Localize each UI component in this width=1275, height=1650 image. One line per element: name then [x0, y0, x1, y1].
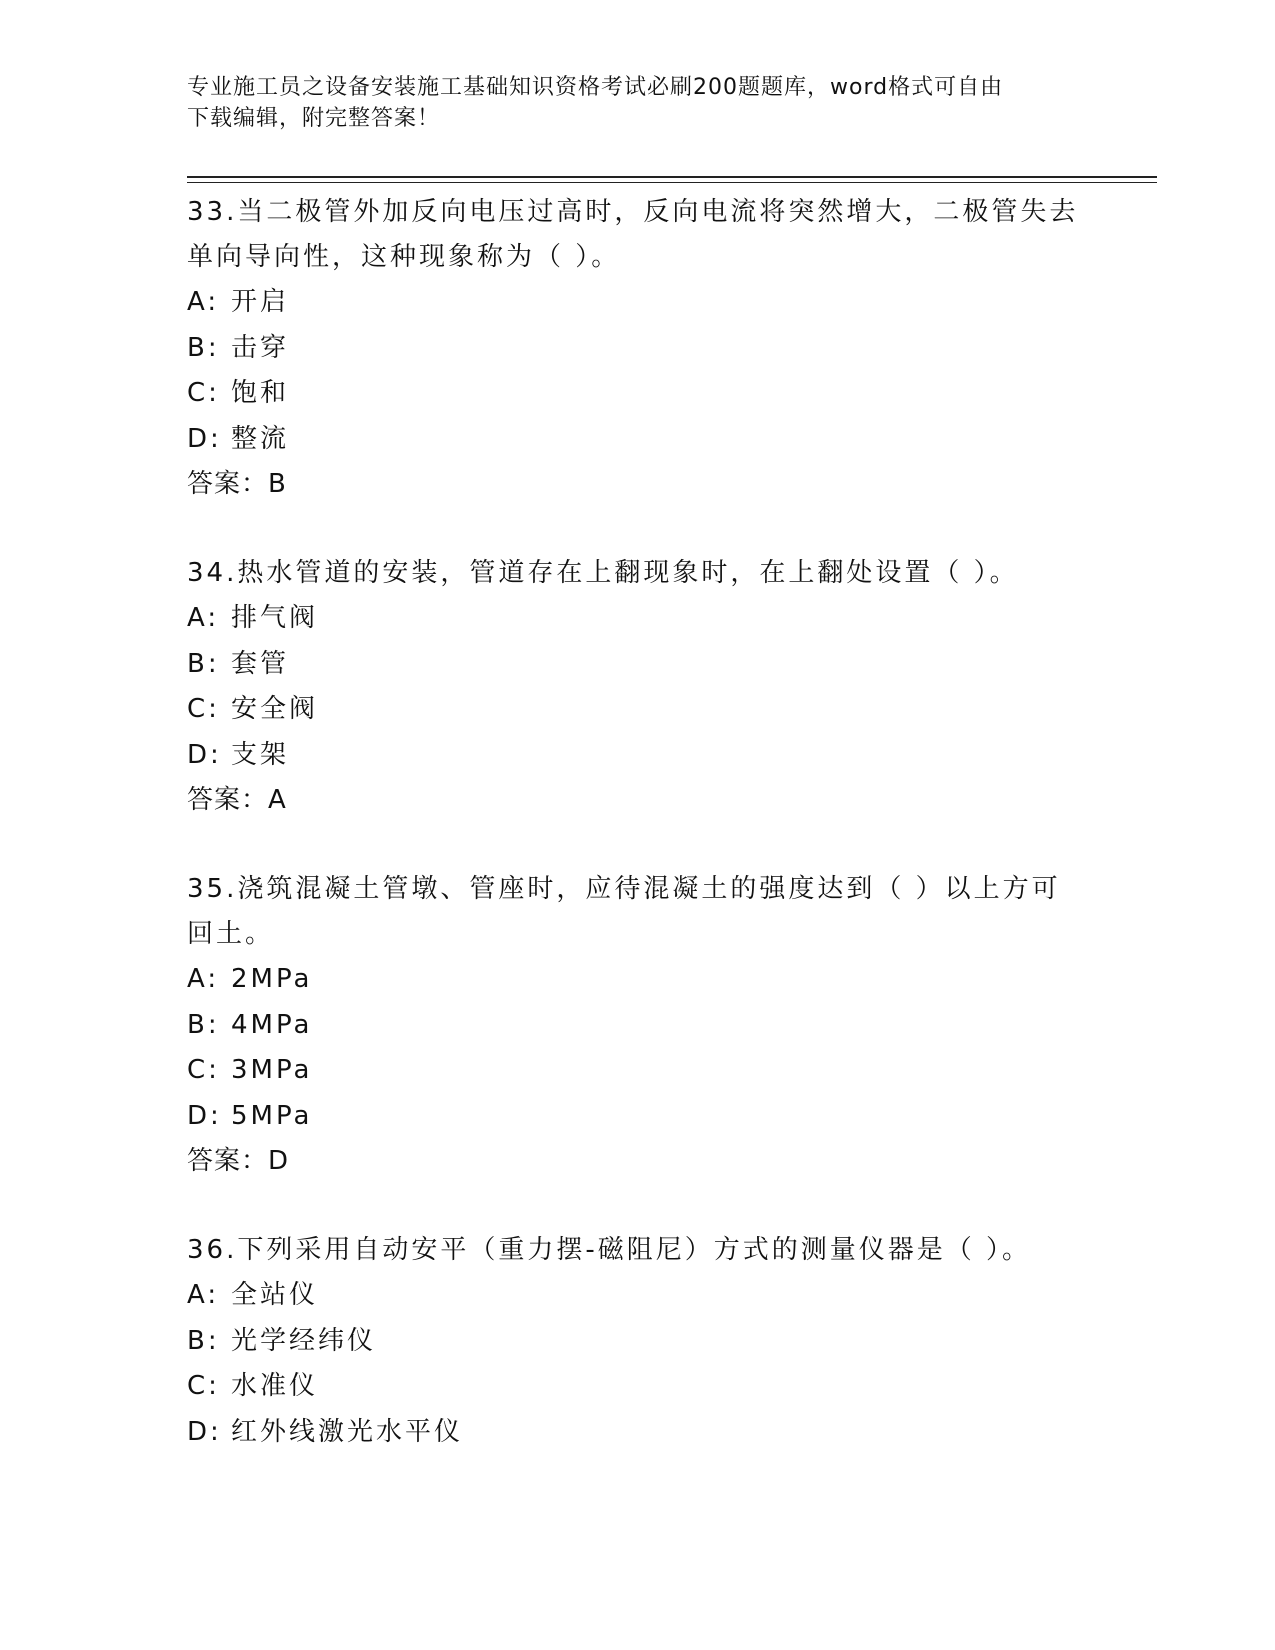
question-stem-line-1: 35.浇筑混凝土管墩、管座时，应待混凝土的强度达到（ ）以上方可 [187, 874, 1061, 904]
option-d [187, 733, 1087, 779]
question-stem-line-2: 回土。 [187, 919, 275, 949]
header-divider-thin [187, 182, 1157, 183]
option-text: 全站仪 [231, 1280, 319, 1310]
option-a [187, 596, 1087, 642]
option-d [187, 1410, 1087, 1456]
question-stem-line-1: 36.下列采用自动安平（重力摆-磁阻尼）方式的测量仪器是（ ）。 [187, 1235, 1031, 1265]
option-d [187, 417, 1087, 463]
option-key: A: [187, 964, 220, 994]
option-key: A: [187, 287, 220, 317]
option-text: 整流 [231, 423, 290, 454]
header-line-1: 专业施工员之设备安装施工基础知识资格考试必刷200题题库，word格式可自由 [187, 75, 1004, 100]
question-stem [187, 867, 1087, 957]
option-text: 光学经纬仪 [231, 1325, 377, 1356]
option-key: D: [187, 1100, 222, 1131]
option-key: C: [187, 1371, 220, 1401]
question-35 [187, 867, 1087, 1184]
option-b [187, 642, 1087, 688]
option-text: 5MPa [231, 1100, 313, 1131]
option-text: 套管 [231, 648, 290, 679]
option-text: 饱和 [231, 378, 290, 408]
option-text: 水准仪 [231, 1371, 319, 1401]
option-c [187, 371, 1087, 417]
option-a [187, 1273, 1087, 1319]
option-key: D: [187, 423, 222, 454]
option-key: A: [187, 603, 220, 633]
option-key: B: [187, 332, 220, 363]
option-key: D: [187, 739, 222, 770]
option-b [187, 1319, 1087, 1365]
option-key: C: [187, 378, 220, 408]
option-c [187, 1364, 1087, 1410]
question-36 [187, 1228, 1087, 1455]
question-stem-line-1: 33.当二极管外加反向电压过高时，反向电流将突然增大，二极管失去 [187, 197, 1079, 227]
option-c [187, 1048, 1087, 1094]
option-text: 排气阀 [231, 603, 319, 633]
option-text: 支架 [231, 739, 290, 770]
header-divider-thick [187, 176, 1157, 178]
option-a [187, 280, 1087, 326]
option-b [187, 326, 1087, 372]
question-stem [187, 551, 1087, 596]
document-page [187, 0, 1157, 1650]
option-text: 4MPa [231, 1009, 313, 1040]
option-text: 开启 [231, 287, 290, 317]
option-c [187, 687, 1087, 733]
question-33 [187, 190, 1087, 507]
option-text: 击穿 [231, 332, 290, 363]
option-text: 红外线激光水平仪 [231, 1416, 464, 1447]
option-key: C: [187, 694, 220, 724]
answer-line: 答案：B [187, 469, 287, 499]
answer-line: 答案：A [187, 785, 287, 815]
question-stem-line-2: 单向导向性，这种现象称为（ ）。 [187, 242, 621, 272]
option-text: 2MPa [231, 964, 313, 994]
option-text: 安全阀 [231, 694, 319, 724]
option-key: B: [187, 648, 220, 679]
option-key: A: [187, 1280, 220, 1310]
question-stem [187, 190, 1087, 280]
option-key: C: [187, 1055, 220, 1085]
option-d [187, 1094, 1087, 1140]
document-header [187, 72, 1087, 134]
question-34 [187, 551, 1087, 823]
option-key: B: [187, 1325, 220, 1356]
option-text: 3MPa [231, 1055, 313, 1085]
option-key: D: [187, 1416, 222, 1447]
question-stem-line-1: 34.热水管道的安装，管道存在上翻现象时，在上翻处设置（ ）。 [187, 558, 1019, 588]
option-a [187, 957, 1087, 1003]
question-list [187, 190, 1087, 1499]
question-stem [187, 1228, 1087, 1273]
option-key: B: [187, 1009, 220, 1040]
option-b [187, 1003, 1087, 1049]
answer-line: 答案：D [187, 1146, 290, 1176]
header-line-2: 下载编辑，附完整答案！ [187, 106, 441, 131]
